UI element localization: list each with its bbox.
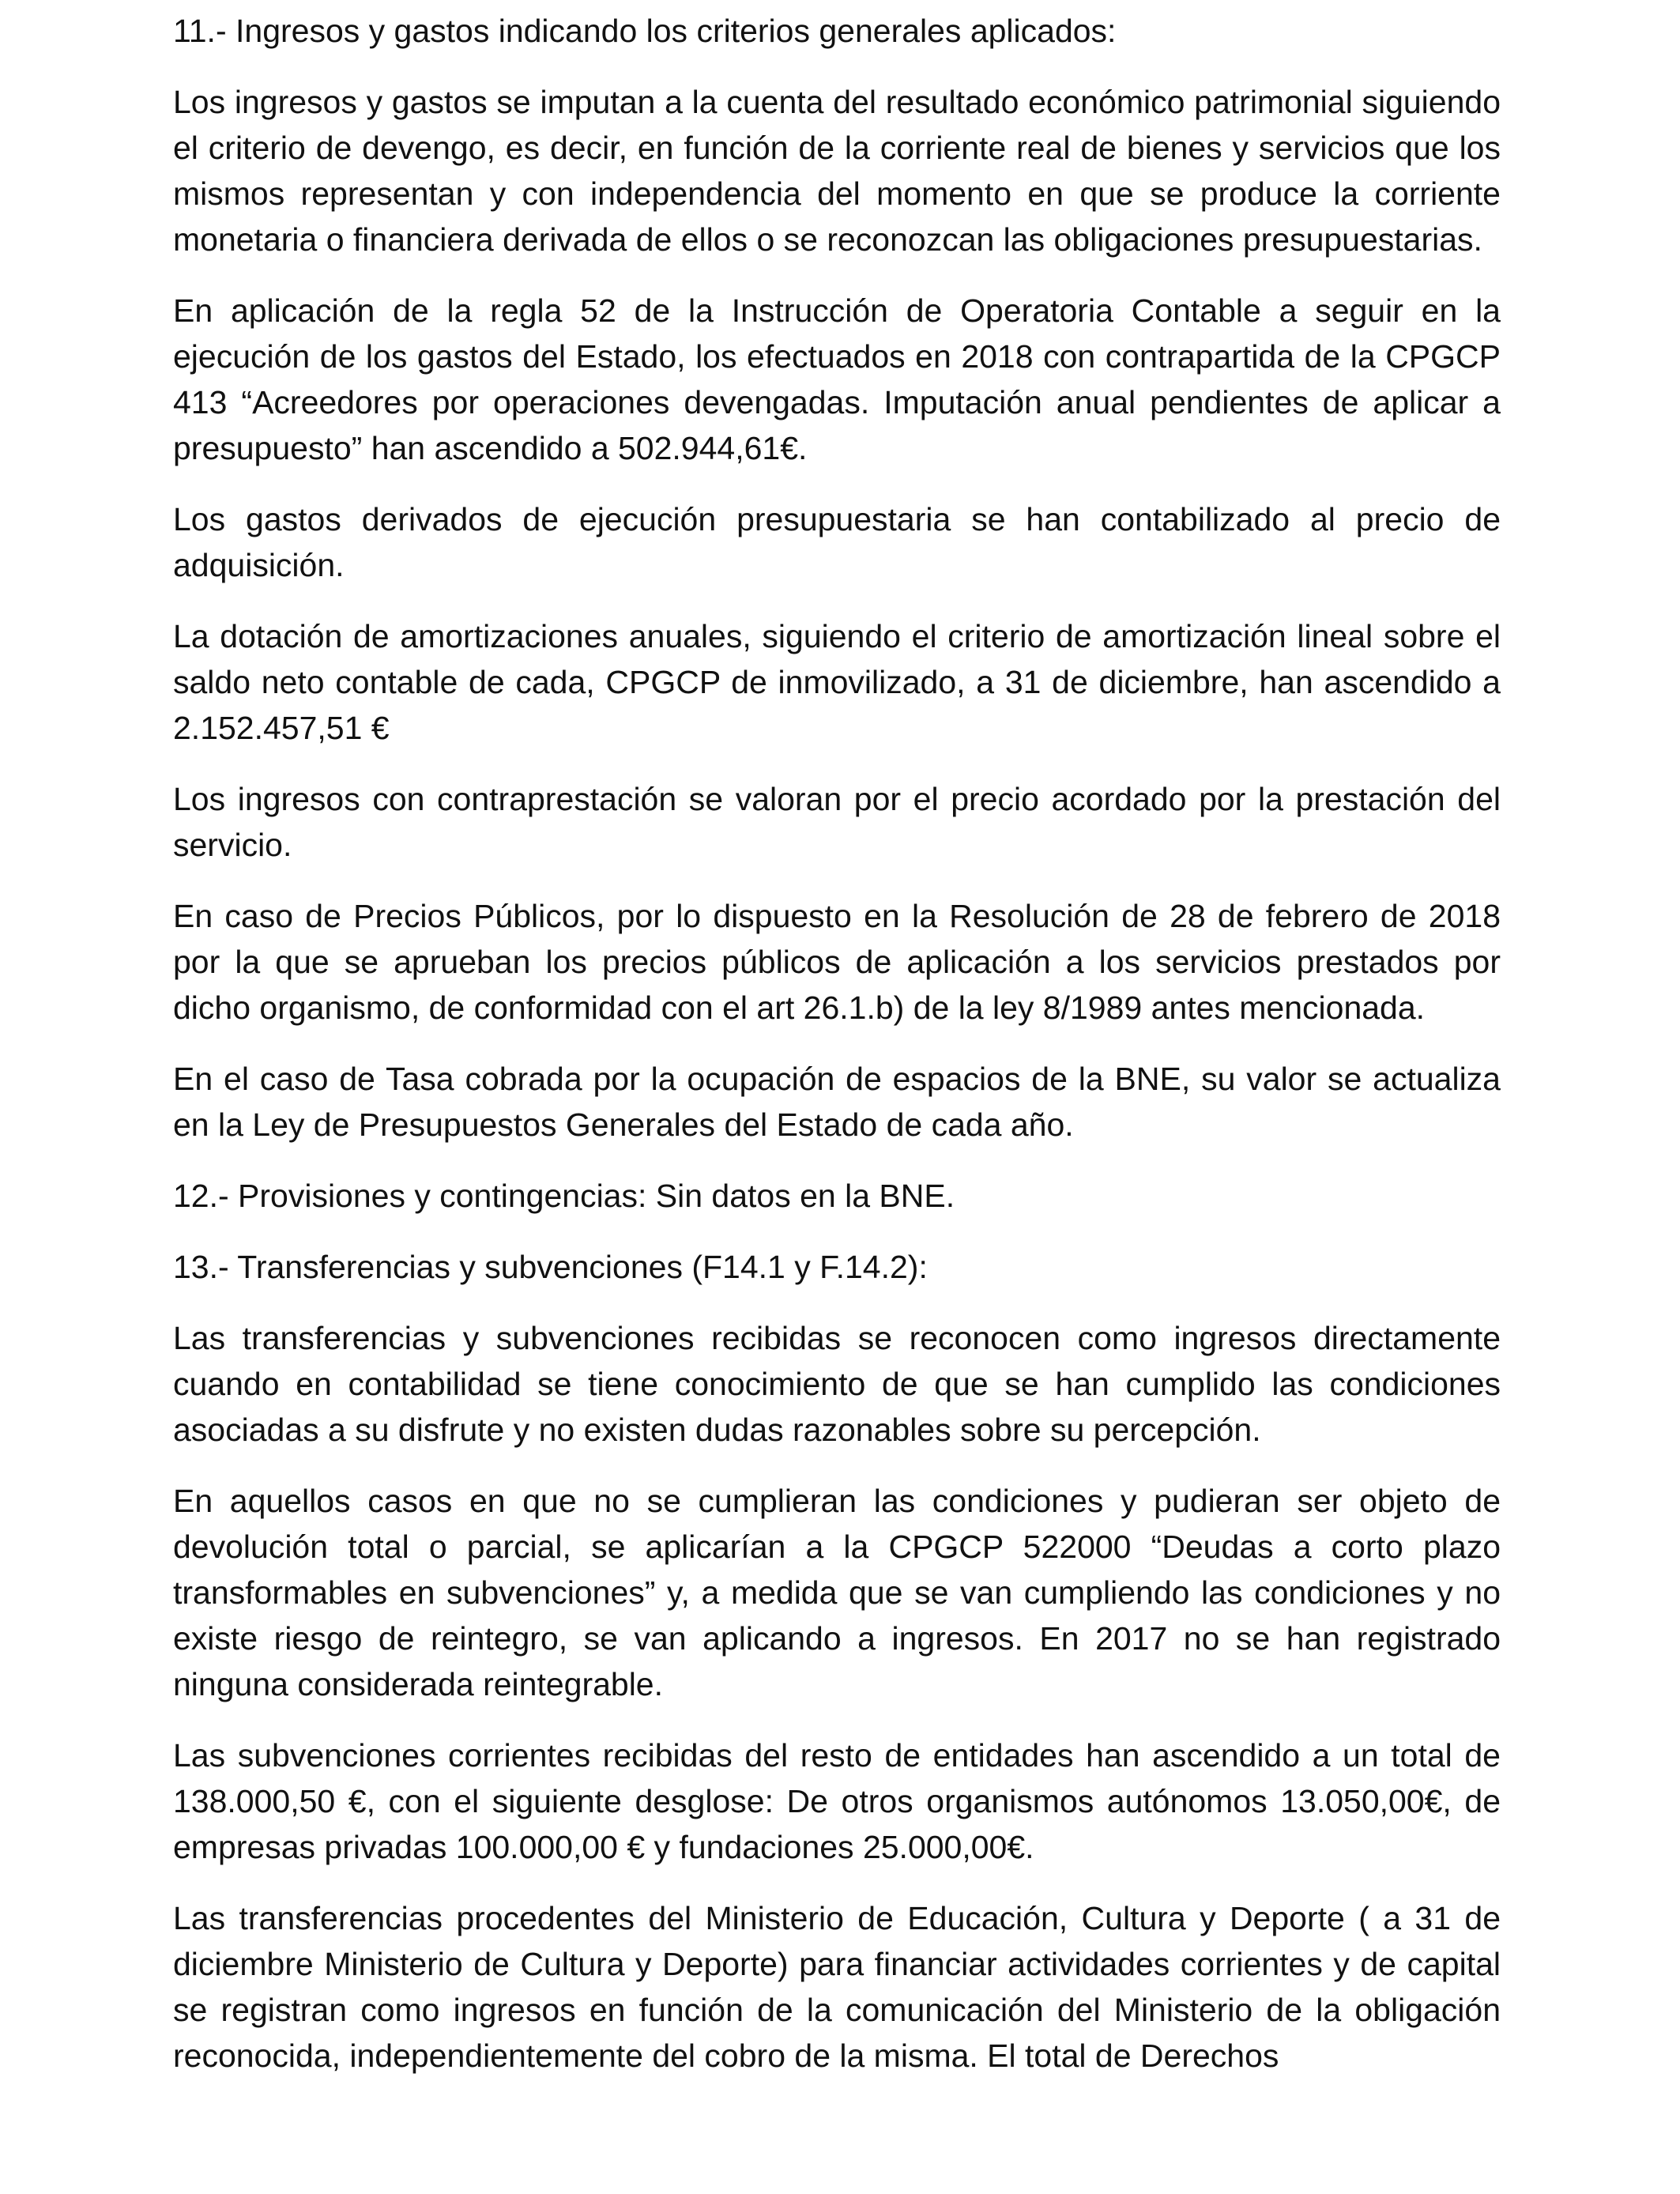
section-11-heading: 11.- Ingresos y gastos indicando los criterios generales aplicados: [173, 13, 1117, 49]
paragraph-contraprestacion: Los ingresos con contraprestación se valoran por el precio acordado por la prestación del servicio. [173, 781, 1501, 863]
paragraph-subvenciones-corrientes: Las subvenciones corrientes recibidas del resto de entidades han ascendido a un total de 138.000,50 €, con el siguiente desglose: De otros organismos autónomos 13.050,00€, de empresas privadas 100.000,00 € y fundaciones 25.000,00€. [173, 1737, 1501, 1865]
paragraph-transferencias-ministerio: Las transferencias procedentes del Ministerio de Educación, Cultura y Deporte ( a 31 de diciembre Ministerio de Cultura y Deporte) para financiar actividades corrientes y de capital se registran como ingresos en función de la comunicación del Ministerio de la obligación reconocida, independientemente del cobro de la misma. El total de Derechos [173, 1900, 1501, 2074]
section-12-heading: 12.- Provisiones y contingencias: Sin datos en la BNE. [173, 1178, 955, 1214]
paragraph-regla-52: En aplicación de la regla 52 de la Instrucción de Operatoria Contable a seguir en la ejecución de los gastos del Estado, los efectuados en 2018 con contrapartida de la CPGCP 413 “Acreedores por operaciones devengadas. Imputación anual pendientes de aplicar a presupuesto” han ascendido a 502.944,61€. [173, 292, 1501, 466]
paragraph-amortizaciones: La dotación de amortizaciones anuales, siguiendo el criterio de amortización lineal sobre el saldo neto contable de cada, CPGCP de inmovilizado, a 31 de diciembre, han ascendido a 2.152.457,51 € [173, 618, 1501, 746]
document-page [173, 8, 1501, 2104]
paragraph-reconocimiento-subvenciones: Las transferencias y subvenciones recibidas se reconocen como ingresos directamente cuando en contabilidad se tiene conocimiento de que se han cumplido las condiciones asociadas a su disfrute y no existen dudas razonables sobre su percepción. [173, 1320, 1501, 1448]
paragraph-reintegro: En aquellos casos en que no se cumplieran las condiciones y pudieran ser objeto de devolución total o parcial, se aplicarían a la CPGCP 522000 “Deudas a corto plazo transformables en subvenciones” y, a medida que se van cumpliendo las condiciones y no existe riesgo de reintegro, se van aplicando a ingresos. En 2017 no se han registrado ninguna considerada reintegrable. [173, 1483, 1501, 1702]
paragraph-tasa-bne: En el caso de Tasa cobrada por la ocupación de espacios de la BNE, su valor se actualiza en la Ley de Presupuestos Generales del Estado de cada año. [173, 1061, 1501, 1143]
paragraph-precios-publicos: En caso de Precios Públicos, por lo dispuesto en la Resolución de 28 de febrero de 2018 por la que se aprueban los precios públicos de aplicación a los servicios prestados por dicho organismo, de conformidad con el art 26.1.b) de la ley 8/1989 antes mencionada. [173, 898, 1501, 1026]
paragraph-devengo: Los ingresos y gastos se imputan a la cuenta del resultado económico patrimonial siguiendo el criterio de devengo, es decir, en función de la corriente real de bienes y servicios que los mismos representan y con independencia del momento en que se produce la corriente monetaria o financiera derivada de ellos o se reconozcan las obligaciones presupuestarias. [173, 84, 1501, 258]
section-13-heading: 13.- Transferencias y subvenciones (F14.1 y F.14.2): [173, 1249, 928, 1285]
paragraph-gastos-ejecucion: Los gastos derivados de ejecución presupuestaria se han contabilizado al precio de adquisición. [173, 501, 1501, 583]
